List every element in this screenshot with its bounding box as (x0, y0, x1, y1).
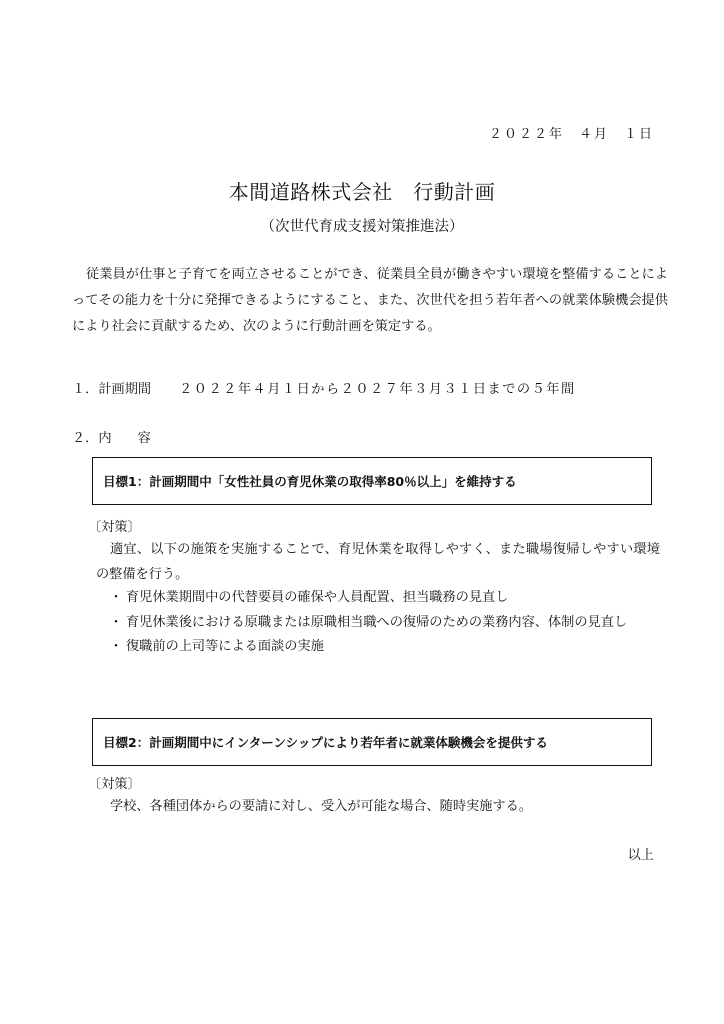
section-contents-label-a: ２．内 (72, 431, 112, 446)
document-title: 本間道路株式会社 行動計画 (228, 180, 496, 204)
goal2-measures-label: 〔対策〕 (88, 777, 141, 792)
goal2-box (92, 718, 652, 766)
section-plan-period (72, 378, 576, 397)
goal1-measures-label: 〔対策〕 (88, 520, 141, 535)
intro-paragraph: 従業員が仕事と子育てを両立させることができ、従業員全員が働きやすい環境を整備することによってその能力を十分に発揮できるようにすること、また、次世代を担う若年者への就業体験機会提供により社会に貢献するため、次のように行動計画を策定する。 (72, 267, 668, 334)
goal1-box (92, 457, 652, 505)
section-contents (72, 427, 151, 446)
section-contents-label-b: 容 (137, 431, 151, 446)
section-plan-period-label: １．計画期間 (72, 382, 152, 397)
goal1-measures-text: 適宜、以下の施策を実施することで、育児休業を取得しやすく、また職場復帰しやすい環境の整備を行う。 (96, 542, 660, 582)
goal2-measures-text: 学校、各種団体からの要請に対し、受入が可能な場合、随時実施する。 (110, 799, 532, 814)
goal2-heading: 目標2：計画期間中にインターンシップにより若年者に就業体験機会を提供する (103, 735, 548, 750)
plan-period-value: ２０２２年４月１日から２０２７年３月３１日までの５年間 (179, 382, 576, 397)
closing-remark: 以上 (627, 848, 654, 863)
document-date: ２０２２年 ４月 １日 (488, 127, 654, 142)
list-item: ・ 復職前の上司等による面談の実施 (109, 639, 324, 654)
list-item: ・ 育児休業期間中の代替要員の確保や人員配置、担当職務の見直し (109, 590, 509, 605)
goal1-heading: 目標1：計画期間中「女性社員の育児休業の取得率80％以上」を維持する (103, 474, 517, 489)
document-subtitle: （次世代育成支援対策推進法） (260, 219, 464, 235)
list-item: ・ 育児休業後における原職または原職相当職への復帰のための業務内容、体制の見直し (109, 614, 628, 630)
goal1-bullet-list (106, 586, 658, 660)
